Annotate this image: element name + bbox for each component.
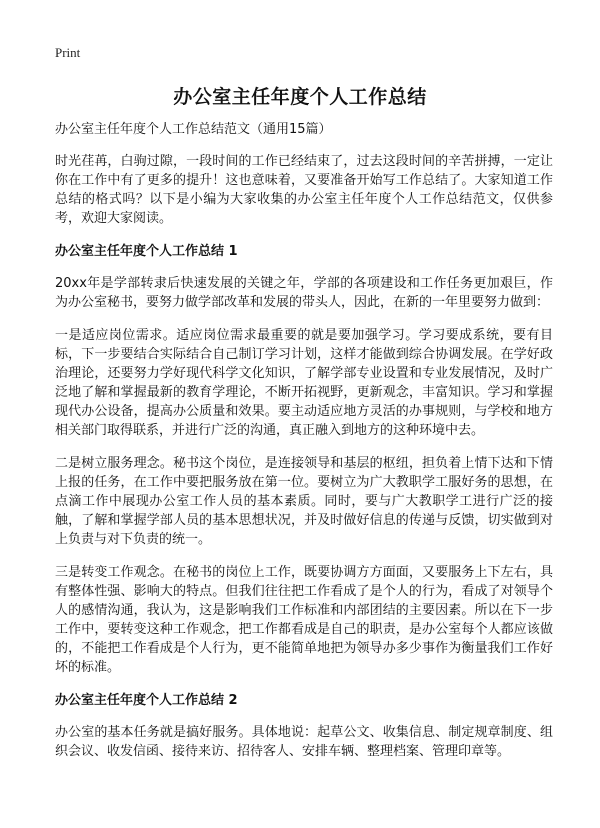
section-2-paragraph-1: 办公室的基本任务就是搞好服务。具体地说：起草公文、收集信息、制定规章制度、组织会议、收发信函、接待来访、招待客人、安排车辆、整理档案、管理印章等。 (55, 725, 553, 759)
document-title: 办公室主任年度个人工作总结 (173, 86, 427, 108)
intro-paragraph: 时光荏苒，白驹过隙，一段时间的工作已经结束了，过去这段时间的辛苦拼搏，一定让你在工作中有了更多的提升！这也意味着，又要准备开始写工作总结了。大家知道工作总结的格式吗？以下是小编为大家收集的办公室主任年度个人工作总结范文，仅供参考，欢迎大家阅读。 (55, 154, 553, 226)
section-1-paragraph-4: 三是转变工作观念。在秘书的岗位上工作，既要协调方方面面，又要服务上下左右，具有整体性强、影响大的特点。但我们往往把工作看成了是个人的行为，看成了对领导个人的感情沟通，我认为，这是影响我们工作标准和内部团结的主要因素。所以在下一步工作中，要转变这种工作观念，把工作都看成是自己的职责，是办公室每个人都应该做的，不能把工作看成是个人行为，更不能简单地把为领导办多少事作为衡量我们工作好坏的标准。 (55, 565, 553, 675)
section-1-paragraph-3: 二是树立服务理念。秘书这个岗位，是连接领导和基层的枢纽，担负着上情下达和下情上报的任务，在工作中要把服务放在第一位。要树立为广大教职学工服好务的思想，在点滴工作中展现办公室工作人员的基本素质。同时，要与广大教职学工进行广泛的接触，了解和掌握学部人员的基本思想状况，并及时做好信息的传递与反馈，切实做到对上负责与对下负责的统一。 (55, 456, 553, 547)
document-subtitle: 办公室主任年度个人工作总结范文（通用15篇） (55, 122, 332, 137)
section-heading-2: 办公室主任年度个人工作总结 2 (55, 693, 238, 708)
section-heading-1: 办公室主任年度个人工作总结 1 (55, 244, 238, 259)
print-link[interactable]: Print (55, 45, 81, 60)
document-body (55, 120, 553, 775)
section-1-paragraph-2: 一是适应岗位需求。适应岗位需求最重要的就是要加强学习。学习要成系统，要有目标，下一步要结合实际结合自己制订学习计划，这样才能做到综合协调发展。在学好政治理论，还要努力学好现代科学文化知识，了解学部专业设置和专业发展情况，及时广泛地了解和掌握最新的教育学理论，不断开拓视野，更新观念，丰富知识。学习和掌握现代办公设备，提高办公质量和效果。要主动适应地方灵活的办事规则，与学校和地方相关部门取得联系，并进行广泛的沟通，真正融入到地方的这种环境中去。 (55, 328, 553, 438)
section-1-paragraph-1: 20xx年是学部转隶后快速发展的关键之年，学部的各项建设和工作任务更加艰巨，作为办公室秘书，要努力做学部改革和发展的带头人，因此，在新的一年里要努力做到： (55, 276, 553, 310)
